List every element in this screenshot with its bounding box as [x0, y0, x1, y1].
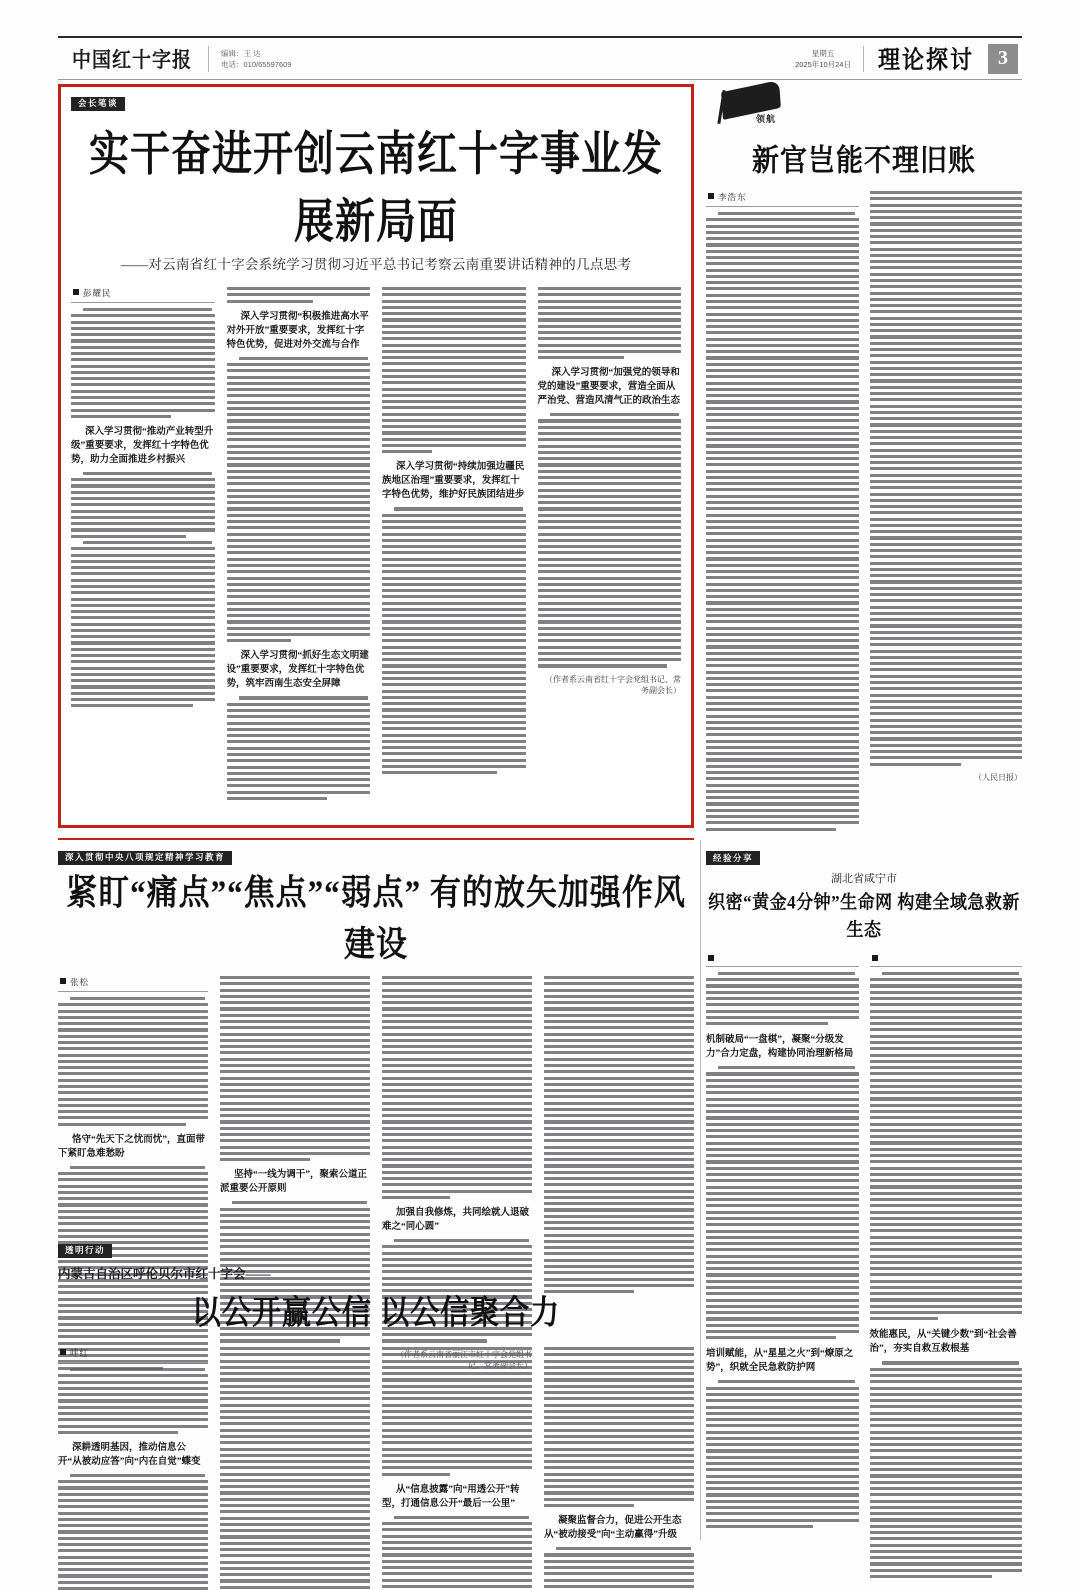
- editor-line: 编辑：王 达: [221, 48, 261, 58]
- lead-story-frame: [58, 84, 694, 828]
- body-paragraph: [71, 472, 215, 708]
- body-paragraph: [220, 976, 370, 1161]
- experience-byline-b: [870, 953, 1023, 963]
- flag-icon: [712, 84, 804, 132]
- body-paragraph: [71, 308, 215, 418]
- lead-story-subtitle: ——对云南省红十字会系统学习贯彻习近平总书记考察云南重要讲话精神的几点思考: [120, 257, 632, 272]
- weekday-label: 星期五: [811, 48, 835, 58]
- body-paragraph: [58, 997, 208, 1126]
- bottom-story-tag: 透明行动: [58, 1244, 112, 1258]
- bottom-story-columns: [58, 1347, 694, 1590]
- byline-rule: [706, 206, 859, 207]
- body-paragraph: [706, 1380, 859, 1528]
- lead-subhead-5: 深入学习贯彻“加强党的领导和党的建设”重要要求，营造全面从严治党、营造风清气正的政治生态: [537, 368, 681, 407]
- body-paragraph: [870, 191, 1023, 766]
- column-divider: [700, 840, 701, 1540]
- bottom-column-4: [544, 1347, 694, 1590]
- mid-subhead-3: 加强自我修炼，共同绘就人退破难之“同心圆”: [382, 1207, 530, 1232]
- body-paragraph: [706, 972, 859, 1025]
- byline-rule: [71, 302, 215, 303]
- date-label: 2025年10月24日: [795, 59, 851, 69]
- experience-columns: [706, 953, 1022, 1581]
- experience-byline: [706, 953, 859, 963]
- experience-kicker: 湖北省咸宁市: [831, 872, 897, 885]
- lead-story-tag: 会长笔谈: [71, 97, 125, 111]
- body-paragraph: [538, 287, 682, 359]
- body-paragraph: [382, 507, 526, 774]
- right-column-b: [870, 191, 1023, 834]
- body-paragraph: [538, 413, 682, 667]
- bottom-story-title: 以公开赢公信 以公信聚合力: [191, 1295, 561, 1332]
- lead-column-2: [227, 287, 371, 912]
- mid-story-tag: 深入贯彻中央八项规定精神学习教育: [58, 851, 232, 865]
- section-title: 理论探讨: [877, 45, 974, 74]
- experience-subhead-2: 效能惠民，从“关键少数”到“社会善治”，夯实自救互救根基: [869, 1330, 1017, 1355]
- bottom-subhead-1: 深耕透明基因，推动信息公开“从被动应答”向“内在自觉”蝶变: [58, 1442, 201, 1467]
- body-paragraph: [58, 1474, 208, 1590]
- right-story-signature: （人民日报）: [974, 772, 1022, 782]
- body-paragraph: [870, 1361, 1023, 1578]
- lead-story-title: 实干奋进开创云南红十字事业发展新局面: [89, 127, 663, 248]
- body-paragraph: [706, 212, 859, 831]
- experience-tag: 经验分享: [706, 851, 760, 865]
- right-column: [706, 84, 1022, 1581]
- body-paragraph: [706, 1066, 859, 1339]
- experience-column-a: [706, 953, 859, 1581]
- page-number-badge: 3: [988, 44, 1018, 74]
- right-story-columns: [706, 191, 1022, 834]
- lead-story-columns: [71, 287, 681, 912]
- body-paragraph: [58, 1368, 208, 1434]
- lead-subhead-1: 深入学习贯彻“推动产业转型升级”重要要求，发挥红十字特色优势，助力全面推进乡村振兴: [71, 426, 214, 465]
- flag-label: 领航: [756, 114, 777, 124]
- masthead-credits: [209, 48, 291, 70]
- body-paragraph: [382, 1516, 532, 1590]
- lead-signature: （作者系云南省红十字会党组书记、常务副会长）: [545, 674, 681, 695]
- body-paragraph: [544, 1347, 694, 1507]
- bottom-column-1: [58, 1347, 208, 1590]
- lead-column-4: [538, 287, 682, 912]
- bottom-column-3: [382, 1347, 532, 1590]
- bottom-subhead-2: 从“信息披露”向“用透公开”转型，打通信息公开“最后一公里”: [382, 1484, 520, 1509]
- mid-story-title: 紧盯“痛点”“焦点”“弱点” 有的放矢加强作风建设: [66, 872, 686, 965]
- bottom-story-kicker: 内蒙古自治区呼伦贝尔市红十字会——: [58, 1267, 271, 1281]
- bottom-story-byline: 呼红: [58, 1347, 208, 1359]
- masthead: [58, 36, 1022, 80]
- experience-subhead-3: 培训赋能，从“星星之火”到“燎原之势”，织就全民急救防护网: [706, 1349, 854, 1374]
- lead-byline: 彭耀民: [71, 287, 215, 299]
- bottom-column-2: [220, 1347, 370, 1590]
- byline-rule: [58, 1362, 208, 1363]
- newspaper-logo: 中国红十字报: [72, 48, 193, 73]
- body-paragraph: [870, 972, 1023, 1321]
- body-paragraph: [227, 696, 371, 800]
- right-story-byline: 李浩东: [706, 191, 859, 203]
- body-paragraph: [220, 1347, 370, 1590]
- byline-rule: [706, 966, 859, 967]
- bottom-subhead-3: 凝聚监督合力，促进公开生态从“被动接受”向“主动赢得”升级: [544, 1516, 682, 1541]
- byline-rule: [870, 966, 1023, 967]
- body-paragraph: [382, 976, 532, 1199]
- masthead-date: [795, 48, 863, 70]
- body-paragraph: [382, 287, 526, 453]
- body-paragraph: [382, 1347, 532, 1476]
- mid-subhead-1: 恪守“先天下之忧而忧”，直面带下紧盯急难愁盼: [58, 1134, 206, 1159]
- lead-subhead-4: 深入学习贯彻“持续加强边疆民族地区治理”重要要求，发挥红十字特色优势，维护好民族团结进步: [382, 462, 525, 501]
- phone-line: 电话：010/65597609: [221, 59, 292, 69]
- lead-column-1: [71, 287, 215, 912]
- body-paragraph: [544, 1547, 694, 1590]
- lead-subhead-2: 深入学习贯彻“积极推进高水平对外开放”重要要求，发挥红十字特色优势，促进对外交流与合作: [226, 311, 369, 350]
- body-paragraph: [227, 357, 371, 643]
- experience-subhead-1: 机制破局“一盘棋”，凝聚“分级发力”合力定盘，构建协同治理新格局: [706, 1035, 854, 1060]
- mid-subhead-2: 坚持“一线为调干”，聚索公道正派重要公开原则: [220, 1170, 368, 1195]
- experience-block: [706, 848, 1022, 1581]
- body-paragraph: [227, 287, 371, 303]
- mid-story-rule: [58, 838, 694, 840]
- bottom-story: [58, 1240, 694, 1590]
- experience-title: 织密“黄金4分钟”生命网 构建全域急救新生态: [708, 891, 1020, 941]
- right-column-a: [706, 191, 859, 834]
- lead-column-3: [382, 287, 526, 912]
- mid-story-byline: 张松: [58, 976, 208, 988]
- experience-column-b: [870, 953, 1023, 1581]
- lead-subhead-3: 深入学习贯彻“抓好生态文明建设”重要要求，发挥红十字特色优势，筑牢西南生态安全屏障: [226, 651, 369, 690]
- right-story-title: 新官岂能不理旧账: [752, 143, 976, 178]
- byline-rule: [58, 991, 208, 992]
